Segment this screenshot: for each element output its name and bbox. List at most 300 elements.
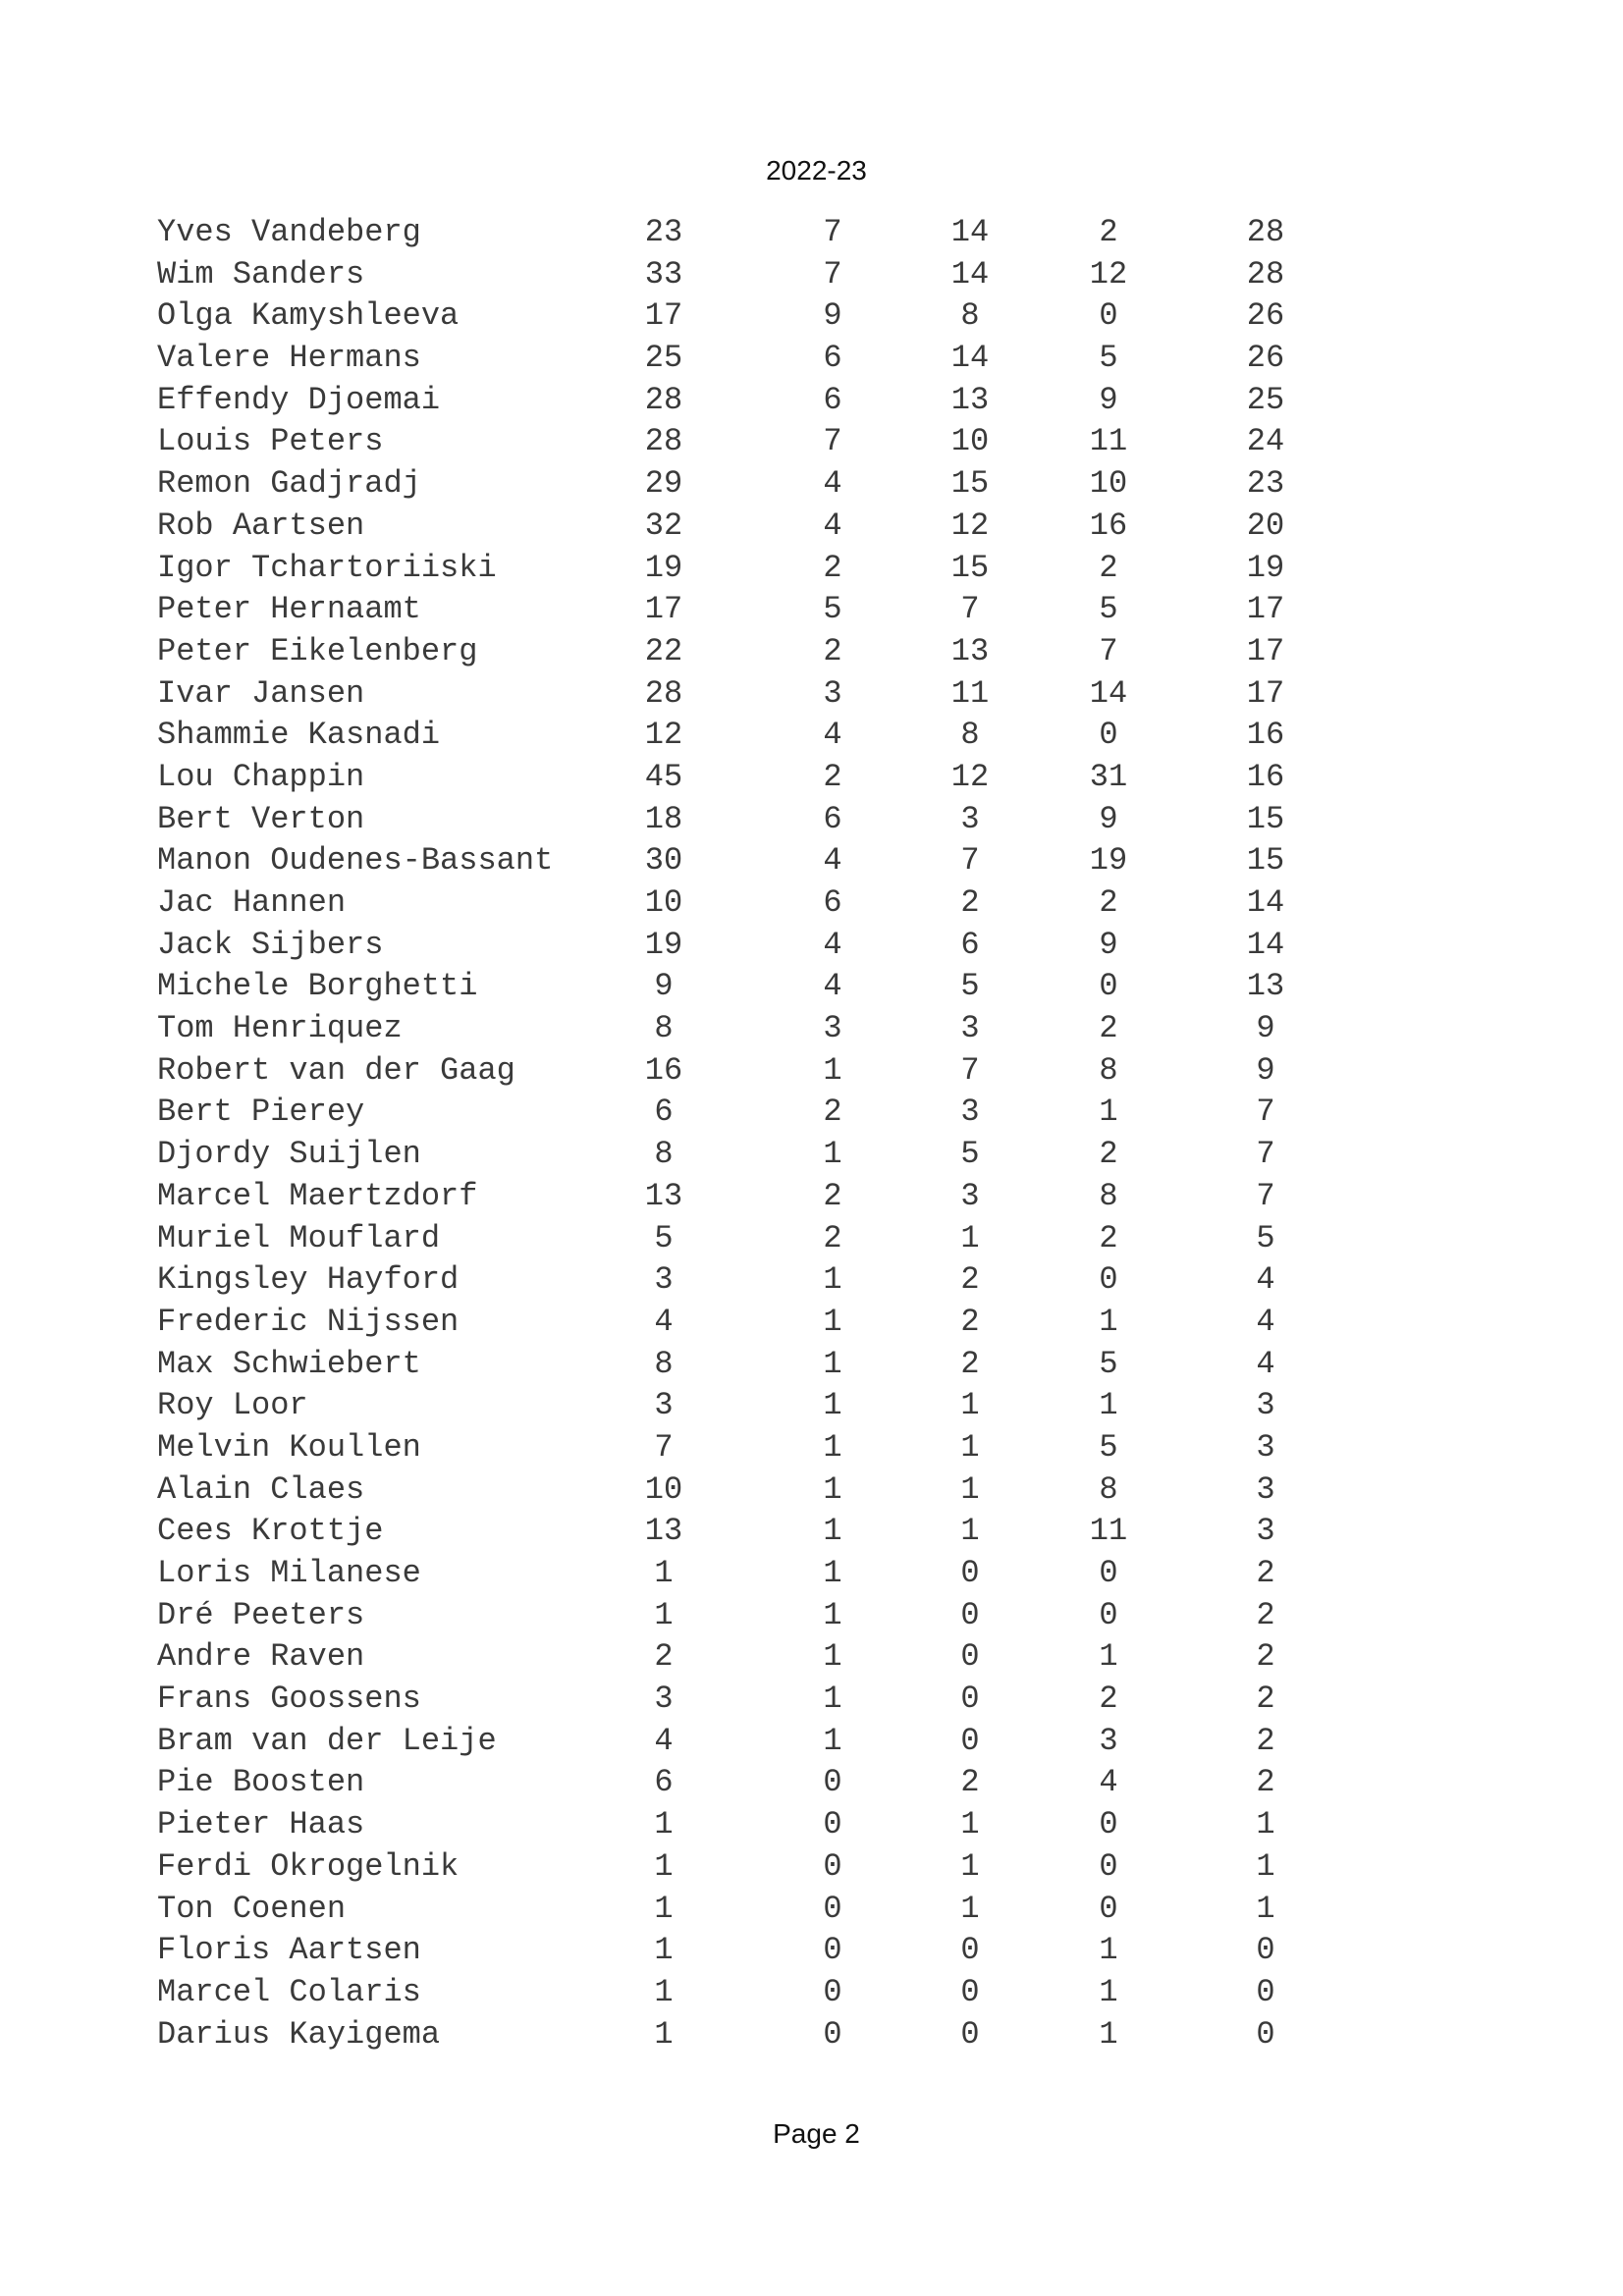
col-3-value: 14 — [950, 255, 990, 293]
col-3-value: 0 — [960, 2015, 980, 2053]
col-5-value: 3 — [1256, 1513, 1275, 1550]
col-4-value: 0 — [1099, 1596, 1118, 1633]
player-name: Bert Verton — [157, 800, 365, 837]
col-1-value: 22 — [644, 632, 683, 669]
player-name: Louis Peters — [157, 423, 384, 460]
player-name: Bram van der Leije — [157, 1722, 497, 1759]
col-2-value: 0 — [823, 1973, 842, 2010]
player-name: Ferdi Okrogelnik — [157, 1847, 460, 1885]
col-5-value: 0 — [1256, 1973, 1275, 2010]
col-3-value: 2 — [960, 1303, 980, 1340]
col-2-value: 1 — [823, 1345, 842, 1382]
table-row — [157, 882, 1335, 925]
player-name: Peter Eikelenberg — [157, 632, 478, 669]
page-number: Page 2 — [773, 2118, 860, 2149]
table-row — [157, 548, 1335, 590]
table-row — [157, 212, 1335, 254]
col-5-value: 4 — [1256, 1261, 1275, 1299]
player-name: Melvin Koullen — [157, 1428, 421, 1466]
table-row — [157, 2014, 1335, 2056]
table-row — [157, 966, 1335, 1008]
table-row — [157, 673, 1335, 716]
col-1-value: 1 — [654, 1932, 674, 1969]
col-1-value: 6 — [654, 1764, 674, 1801]
col-3-value: 7 — [960, 591, 980, 628]
player-name: Dré Peeters — [157, 1596, 365, 1633]
col-1-value: 33 — [644, 255, 683, 293]
col-2-value: 6 — [823, 340, 842, 377]
col-2-value: 2 — [823, 1094, 842, 1131]
col-4-value: 1 — [1099, 1094, 1118, 1131]
col-3-value: 1 — [960, 1219, 980, 1256]
col-2-value: 0 — [823, 1932, 842, 1969]
table-row — [157, 1595, 1335, 1637]
col-5-value: 23 — [1246, 465, 1285, 503]
col-4-value: 0 — [1099, 1261, 1118, 1299]
col-4-value: 16 — [1089, 507, 1128, 544]
player-name: Max Schwiebert — [157, 1345, 421, 1382]
col-1-value: 3 — [654, 1261, 674, 1299]
table-row — [157, 1302, 1335, 1344]
col-5-value: 28 — [1246, 214, 1285, 250]
col-2-value: 1 — [823, 1387, 842, 1424]
col-2-value: 3 — [823, 674, 842, 712]
col-4-value: 14 — [1089, 674, 1128, 712]
col-3-value: 10 — [950, 423, 990, 460]
player-name: Alain Claes — [157, 1470, 365, 1508]
table-row — [157, 506, 1335, 548]
col-4-value: 0 — [1099, 1847, 1118, 1885]
col-5-value: 2 — [1256, 1681, 1275, 1718]
col-1-value: 7 — [654, 1428, 674, 1466]
col-3-value: 2 — [960, 1345, 980, 1382]
table-row — [157, 1679, 1335, 1721]
col-2-value: 4 — [823, 926, 842, 963]
col-4-value: 2 — [1099, 1681, 1118, 1718]
col-2-value: 0 — [823, 1806, 842, 1843]
col-3-value: 13 — [950, 632, 990, 669]
table-row — [157, 254, 1335, 296]
col-3-value: 8 — [960, 717, 980, 754]
col-4-value: 8 — [1099, 1470, 1118, 1508]
col-3-value: 3 — [960, 1177, 980, 1214]
table-row — [157, 1553, 1335, 1595]
col-1-value: 2 — [654, 1638, 674, 1676]
table-row — [157, 1846, 1335, 1889]
player-name: Rob Aartsen — [157, 507, 365, 544]
col-5-value: 24 — [1246, 423, 1285, 460]
table-row — [157, 380, 1335, 422]
col-3-value: 11 — [950, 674, 990, 712]
col-1-value: 30 — [644, 842, 683, 880]
col-3-value: 0 — [960, 1596, 980, 1633]
col-5-value: 17 — [1246, 591, 1285, 628]
col-5-value: 1 — [1256, 1890, 1275, 1927]
col-4-value: 1 — [1099, 1303, 1118, 1340]
col-1-value: 10 — [644, 1470, 683, 1508]
col-2-value: 0 — [823, 2015, 842, 2053]
col-4-value: 2 — [1099, 1136, 1118, 1173]
col-2-value: 1 — [823, 1513, 842, 1550]
col-2-value: 4 — [823, 465, 842, 503]
col-2-value: 7 — [823, 423, 842, 460]
player-name: Igor Tchartoriiski — [157, 549, 497, 586]
col-2-value: 1 — [823, 1303, 842, 1340]
col-2-value: 1 — [823, 1596, 842, 1633]
col-1-value: 5 — [654, 1219, 674, 1256]
col-1-value: 1 — [654, 1596, 674, 1633]
col-5-value: 1 — [1256, 1847, 1275, 1885]
col-3-value: 1 — [960, 1470, 980, 1508]
col-1-value: 6 — [654, 1094, 674, 1131]
player-name: Effendy Djoemai — [157, 381, 441, 418]
player-name: Bert Pierey — [157, 1094, 365, 1131]
table-row — [157, 1721, 1335, 1763]
col-3-value: 0 — [960, 1722, 980, 1759]
col-4-value: 5 — [1099, 1428, 1118, 1466]
col-2-value: 2 — [823, 549, 842, 586]
col-1-value: 4 — [654, 1303, 674, 1340]
player-name: Lou Chappin — [157, 758, 365, 795]
table-row — [157, 1972, 1335, 2014]
col-1-value: 1 — [654, 1806, 674, 1843]
table-row — [157, 1889, 1335, 1931]
table-row — [157, 463, 1335, 506]
col-5-value: 4 — [1256, 1303, 1275, 1340]
col-2-value: 4 — [823, 717, 842, 754]
col-4-value: 31 — [1089, 758, 1128, 795]
col-4-value: 2 — [1099, 884, 1118, 921]
col-1-value: 28 — [644, 423, 683, 460]
player-name: Andre Raven — [157, 1638, 365, 1676]
col-5-value: 2 — [1256, 1764, 1275, 1801]
player-name: Muriel Mouflard — [157, 1219, 441, 1256]
col-2-value: 2 — [823, 1177, 842, 1214]
col-2-value: 1 — [823, 1051, 842, 1089]
col-5-value: 5 — [1256, 1219, 1275, 1256]
col-5-value: 9 — [1256, 1010, 1275, 1047]
col-4-value: 10 — [1089, 465, 1128, 503]
col-4-value: 12 — [1089, 255, 1128, 293]
player-name: Loris Milanese — [157, 1555, 421, 1591]
col-5-value: 3 — [1256, 1428, 1275, 1466]
col-4-value: 1 — [1099, 1932, 1118, 1969]
col-4-value: 2 — [1099, 214, 1118, 250]
col-3-value: 7 — [960, 1051, 980, 1089]
col-1-value: 3 — [654, 1681, 674, 1718]
col-5-value: 13 — [1246, 968, 1285, 1005]
table-row — [157, 840, 1335, 882]
col-3-value: 14 — [950, 214, 990, 250]
table-row — [157, 715, 1335, 757]
col-5-value: 14 — [1246, 884, 1285, 921]
col-5-value: 0 — [1256, 1932, 1275, 1969]
col-5-value: 14 — [1246, 926, 1285, 963]
col-5-value: 20 — [1246, 507, 1285, 544]
player-name: Peter Hernaamt — [157, 591, 421, 628]
col-2-value: 1 — [823, 1470, 842, 1508]
col-1-value: 1 — [654, 1847, 674, 1885]
col-2-value: 4 — [823, 968, 842, 1005]
col-4-value: 0 — [1099, 717, 1118, 754]
col-1-value: 12 — [644, 717, 683, 754]
col-2-value: 7 — [823, 255, 842, 293]
col-2-value: 4 — [823, 507, 842, 544]
col-5-value: 19 — [1246, 549, 1285, 586]
col-3-value: 0 — [960, 1932, 980, 1969]
col-2-value: 4 — [823, 842, 842, 880]
col-3-value: 0 — [960, 1555, 980, 1591]
col-3-value: 12 — [950, 758, 990, 795]
table-row — [157, 1804, 1335, 1846]
col-1-value: 19 — [644, 926, 683, 963]
player-name: Yves Vandeberg — [157, 214, 421, 250]
col-4-value: 5 — [1099, 1345, 1118, 1382]
player-name: Tom Henriquez — [157, 1010, 403, 1047]
table-row — [157, 1762, 1335, 1804]
player-name: Cees Krottje — [157, 1513, 384, 1550]
table-row — [157, 421, 1335, 463]
player-name: Michele Borghetti — [157, 968, 478, 1005]
col-1-value: 8 — [654, 1345, 674, 1382]
col-1-value: 1 — [654, 1555, 674, 1591]
col-5-value: 2 — [1256, 1596, 1275, 1633]
col-3-value: 1 — [960, 1890, 980, 1927]
col-4-value: 0 — [1099, 297, 1118, 335]
player-name: Marcel Colaris — [157, 1973, 421, 2010]
player-name: Marcel Maertzdorf — [157, 1177, 478, 1214]
player-name: Pie Boosten — [157, 1764, 365, 1801]
table-row — [157, 1385, 1335, 1427]
table-row — [157, 1134, 1335, 1176]
col-3-value: 15 — [950, 465, 990, 503]
col-5-value: 7 — [1256, 1177, 1275, 1214]
col-5-value: 2 — [1256, 1555, 1275, 1591]
col-2-value: 6 — [823, 800, 842, 837]
table-row — [157, 1259, 1335, 1302]
col-2-value: 0 — [823, 1764, 842, 1801]
table-row — [157, 1344, 1335, 1386]
col-1-value: 32 — [644, 507, 683, 544]
player-name: Valere Hermans — [157, 340, 421, 377]
table-row — [157, 1511, 1335, 1553]
col-3-value: 5 — [960, 1136, 980, 1173]
col-4-value: 1 — [1099, 2015, 1118, 2053]
col-2-value: 3 — [823, 1010, 842, 1047]
col-1-value: 28 — [644, 381, 683, 418]
col-1-value: 13 — [644, 1177, 683, 1214]
col-5-value: 2 — [1256, 1638, 1275, 1676]
player-name: Jack Sijbers — [157, 926, 384, 963]
table-row — [157, 631, 1335, 673]
table-row — [157, 1092, 1335, 1134]
player-name: Pieter Haas — [157, 1806, 365, 1843]
player-name: Roy Loor — [157, 1387, 308, 1424]
col-2-value: 2 — [823, 758, 842, 795]
col-3-value: 12 — [950, 507, 990, 544]
table-row — [157, 757, 1335, 799]
col-5-value: 17 — [1246, 632, 1285, 669]
col-4-value: 0 — [1099, 1806, 1118, 1843]
col-3-value: 1 — [960, 1513, 980, 1550]
col-3-value: 1 — [960, 1428, 980, 1466]
table-row — [157, 1176, 1335, 1218]
col-2-value: 7 — [823, 214, 842, 250]
col-5-value: 16 — [1246, 717, 1285, 754]
col-4-value: 1 — [1099, 1973, 1118, 2010]
col-1-value: 1 — [654, 2015, 674, 2053]
col-2-value: 1 — [823, 1722, 842, 1759]
col-3-value: 1 — [960, 1387, 980, 1424]
table-row — [157, 1218, 1335, 1260]
player-name: Shammie Kasnadi — [157, 717, 441, 754]
col-1-value: 17 — [644, 297, 683, 335]
table-row — [157, 1050, 1335, 1093]
col-1-value: 25 — [644, 340, 683, 377]
col-4-value: 0 — [1099, 1890, 1118, 1927]
col-3-value: 6 — [960, 926, 980, 963]
table-row — [157, 589, 1335, 631]
col-4-value: 2 — [1099, 549, 1118, 586]
col-4-value: 4 — [1099, 1764, 1118, 1801]
col-4-value: 0 — [1099, 1555, 1118, 1591]
col-1-value: 1 — [654, 1890, 674, 1927]
col-1-value: 10 — [644, 884, 683, 921]
col-1-value: 18 — [644, 800, 683, 837]
player-name: Jac Hannen — [157, 884, 347, 921]
col-3-value: 1 — [960, 1847, 980, 1885]
standings-table — [157, 212, 1335, 2056]
col-5-value: 0 — [1256, 2015, 1275, 2053]
table-row — [157, 1930, 1335, 1972]
col-3-value: 15 — [950, 549, 990, 586]
col-5-value: 4 — [1256, 1345, 1275, 1382]
table-row — [157, 338, 1335, 380]
col-4-value: 1 — [1099, 1638, 1118, 1676]
col-5-value: 28 — [1246, 255, 1285, 293]
table-row — [157, 1008, 1335, 1050]
col-5-value: 2 — [1256, 1722, 1275, 1759]
col-5-value: 26 — [1246, 297, 1285, 335]
col-2-value: 5 — [823, 591, 842, 628]
col-4-value: 11 — [1089, 1513, 1128, 1550]
player-name: Robert van der Gaag — [157, 1051, 515, 1089]
col-3-value: 2 — [960, 1261, 980, 1299]
col-5-value: 3 — [1256, 1387, 1275, 1424]
col-3-value: 2 — [960, 1764, 980, 1801]
col-2-value: 1 — [823, 1555, 842, 1591]
col-5-value: 1 — [1256, 1806, 1275, 1843]
col-2-value: 6 — [823, 381, 842, 418]
col-3-value: 3 — [960, 1094, 980, 1131]
col-1-value: 8 — [654, 1136, 674, 1173]
col-1-value: 1 — [654, 1973, 674, 2010]
col-5-value: 25 — [1246, 381, 1285, 418]
col-5-value: 15 — [1246, 842, 1285, 880]
col-2-value: 1 — [823, 1681, 842, 1718]
col-2-value: 0 — [823, 1847, 842, 1885]
col-3-value: 8 — [960, 297, 980, 335]
col-4-value: 19 — [1089, 842, 1128, 880]
col-3-value: 7 — [960, 842, 980, 880]
col-3-value: 0 — [960, 1681, 980, 1718]
col-2-value: 6 — [823, 884, 842, 921]
table-row — [157, 925, 1335, 967]
col-4-value: 3 — [1099, 1722, 1118, 1759]
col-2-value: 2 — [823, 632, 842, 669]
col-4-value: 8 — [1099, 1177, 1118, 1214]
col-1-value: 8 — [654, 1010, 674, 1047]
col-4-value: 11 — [1089, 423, 1128, 460]
col-1-value: 9 — [654, 968, 674, 1005]
col-5-value: 26 — [1246, 340, 1285, 377]
col-4-value: 7 — [1099, 632, 1118, 669]
col-5-value: 3 — [1256, 1470, 1275, 1508]
col-1-value: 13 — [644, 1513, 683, 1550]
col-4-value: 1 — [1099, 1387, 1118, 1424]
col-1-value: 23 — [644, 214, 683, 250]
col-1-value: 19 — [644, 549, 683, 586]
col-4-value: 9 — [1099, 800, 1118, 837]
col-3-value: 3 — [960, 800, 980, 837]
col-4-value: 5 — [1099, 340, 1118, 377]
table-row — [157, 1469, 1335, 1512]
col-1-value: 16 — [644, 1051, 683, 1089]
col-5-value: 7 — [1256, 1136, 1275, 1173]
col-1-value: 4 — [654, 1722, 674, 1759]
col-4-value: 2 — [1099, 1010, 1118, 1047]
col-5-value: 7 — [1256, 1094, 1275, 1131]
col-3-value: 13 — [950, 381, 990, 418]
player-name: Djordy Suijlen — [157, 1136, 421, 1173]
table-row — [157, 799, 1335, 841]
col-1-value: 17 — [644, 591, 683, 628]
col-4-value: 9 — [1099, 381, 1118, 418]
player-name: Manon Oudenes-Bassant — [157, 842, 554, 880]
col-3-value: 2 — [960, 884, 980, 921]
col-2-value: 1 — [823, 1428, 842, 1466]
player-name: Kingsley Hayford — [157, 1261, 460, 1299]
col-3-value: 0 — [960, 1973, 980, 2010]
col-1-value: 45 — [644, 758, 683, 795]
table-row — [157, 295, 1335, 338]
col-5-value: 17 — [1246, 674, 1285, 712]
col-3-value: 5 — [960, 968, 980, 1005]
col-3-value: 0 — [960, 1638, 980, 1676]
player-name: Frederic Nijssen — [157, 1303, 460, 1340]
table-row — [157, 1427, 1335, 1469]
col-2-value: 0 — [823, 1890, 842, 1927]
player-name: Wim Sanders — [157, 255, 365, 293]
col-4-value: 8 — [1099, 1051, 1118, 1089]
player-name: Olga Kamyshleeva — [157, 297, 460, 335]
col-5-value: 15 — [1246, 800, 1285, 837]
col-2-value: 2 — [823, 1219, 842, 1256]
col-2-value: 1 — [823, 1261, 842, 1299]
player-name: Floris Aartsen — [157, 1932, 421, 1969]
col-1-value: 29 — [644, 465, 683, 503]
col-5-value: 9 — [1256, 1051, 1275, 1089]
table-row — [157, 1636, 1335, 1679]
col-4-value: 9 — [1099, 926, 1118, 963]
col-3-value: 14 — [950, 340, 990, 377]
player-name: Ton Coenen — [157, 1890, 347, 1927]
col-1-value: 3 — [654, 1387, 674, 1424]
col-4-value: 2 — [1099, 1219, 1118, 1256]
col-2-value: 1 — [823, 1136, 842, 1173]
player-name: Remon Gadjradj — [157, 465, 421, 503]
page-header-title: 2022-23 — [766, 155, 867, 186]
